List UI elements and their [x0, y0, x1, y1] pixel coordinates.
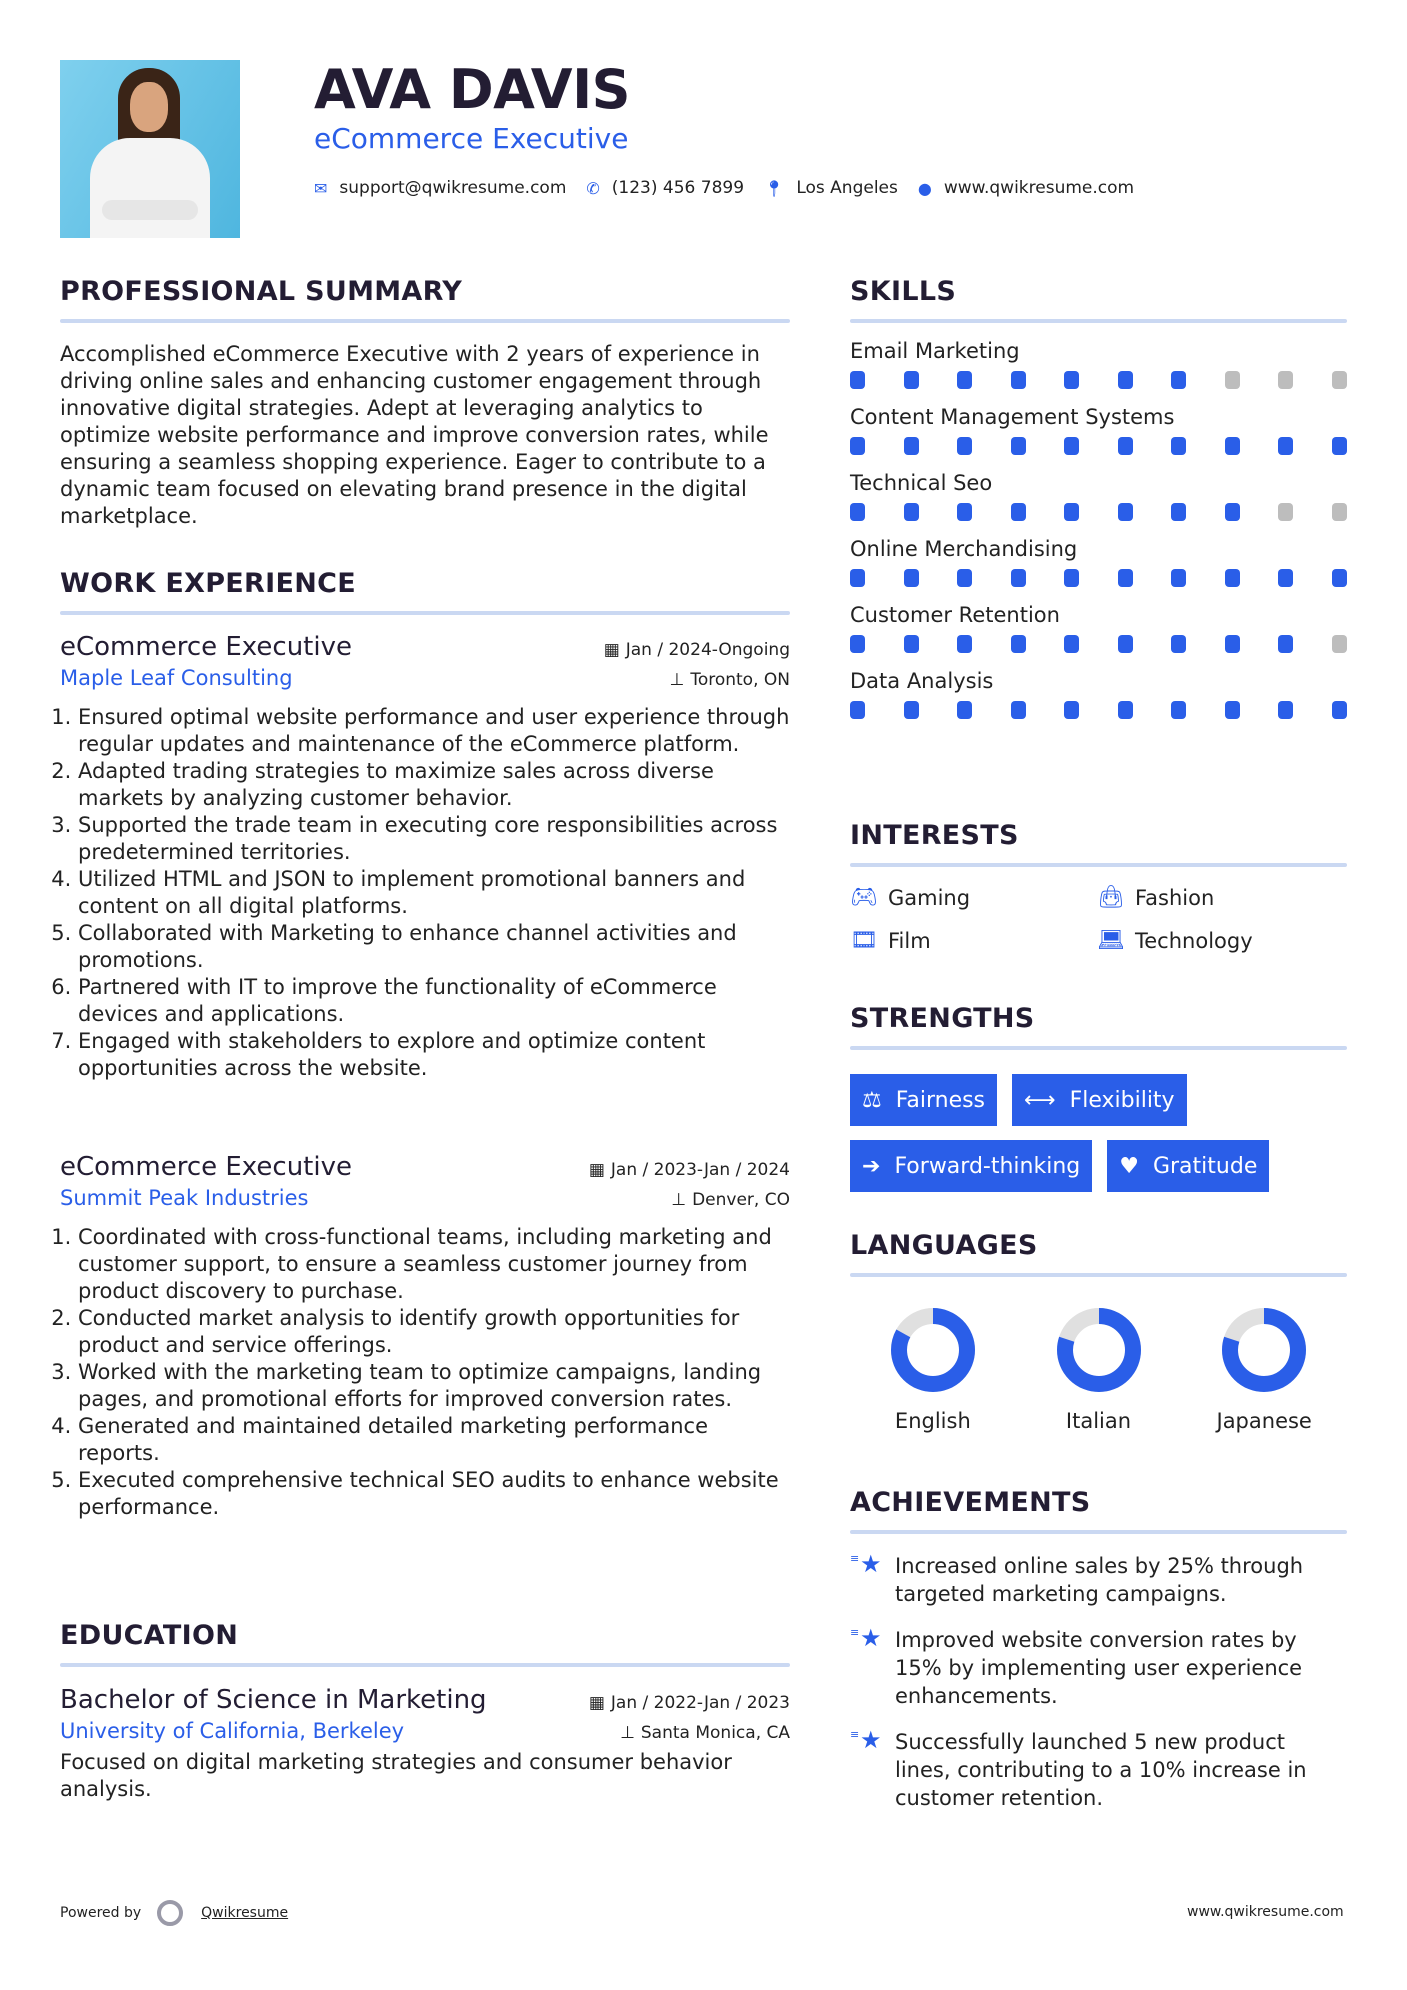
rating-dot	[1225, 437, 1240, 455]
section-divider	[850, 1273, 1347, 1277]
skill-rating	[850, 569, 1347, 587]
rating-dot	[957, 635, 972, 653]
contact-bar	[314, 178, 1154, 198]
skill-label: Customer Retention	[850, 603, 1060, 627]
calendar-icon: ▦	[588, 1693, 605, 1713]
footer-url[interactable]: www.qwikresume.com	[1187, 1904, 1344, 1920]
job-title: eCommerce Executive	[60, 1152, 352, 1182]
rating-dot	[1225, 569, 1240, 587]
bullet: 6. Partnered with IT to improve the functionality of eCommerce devices and applications.	[78, 974, 790, 1028]
achievement-item	[850, 1626, 1347, 1710]
gamepad-icon: 🎮︎	[850, 885, 878, 910]
company-name: Summit Peak Industries	[60, 1186, 309, 1210]
rating-dot	[1171, 503, 1186, 521]
interest-label: Gaming	[888, 885, 971, 910]
laptop-icon: 💻︎	[1097, 928, 1125, 953]
skill-item	[850, 601, 1347, 653]
rating-dot	[904, 371, 919, 389]
section-heading: INTERESTS	[850, 820, 1019, 851]
rating-dot	[1332, 371, 1347, 389]
section-heading: EDUCATION	[60, 1620, 239, 1651]
skill-item	[850, 535, 1347, 587]
language-donut	[888, 1305, 978, 1395]
section-divider	[60, 319, 790, 323]
skill-rating	[850, 371, 1347, 389]
rating-dot	[1171, 635, 1186, 653]
rating-dot	[1118, 437, 1133, 455]
section-heading: SKILLS	[850, 276, 957, 307]
pushpin-icon: ⊥	[620, 1723, 635, 1743]
arrows-horizontal-icon: ⟷	[1024, 1087, 1056, 1113]
language-item	[1181, 1305, 1347, 1433]
skill-item	[850, 403, 1347, 455]
rating-dot	[1332, 503, 1347, 521]
bullet: 7. Engaged with stakeholders to explore and optimize content opportunities across the website.	[78, 1028, 790, 1082]
strength-tag	[1012, 1074, 1187, 1126]
star-icon: ≡ ★	[850, 1550, 882, 1578]
rating-dot	[1011, 371, 1026, 389]
phone-icon: ✆	[586, 178, 600, 198]
summary-section	[60, 276, 790, 530]
contact-phone[interactable]: (123) 456 7899	[611, 178, 745, 198]
section-divider	[60, 1663, 790, 1667]
rating-dot	[904, 503, 919, 521]
interest-label: Film	[888, 928, 931, 953]
heart-icon: ♥	[1119, 1153, 1139, 1179]
rating-dot	[1118, 503, 1133, 521]
degree: Bachelor of Science in Marketing	[60, 1685, 487, 1715]
rating-dot	[1332, 437, 1347, 455]
rating-dot	[904, 569, 919, 587]
language-item	[1016, 1305, 1182, 1433]
education-description: Focused on digital marketing strategies and consumer behavior analysis.	[60, 1750, 732, 1801]
achievement-text: Successfully launched 5 new product lines, contributing to a 10% increase in customer retention.	[895, 1730, 1307, 1810]
qwikresume-logo-icon	[157, 1900, 183, 1926]
rating-dot	[1332, 701, 1347, 719]
section-divider	[850, 1530, 1347, 1534]
rating-dot	[1011, 437, 1026, 455]
section-divider	[850, 863, 1347, 867]
candidate-name: AVA DAVIS	[314, 58, 631, 121]
rating-dot	[1118, 635, 1133, 653]
skill-label: Data Analysis	[850, 669, 994, 693]
bullet: 4. Generated and maintained detailed marketing performance reports.	[78, 1413, 790, 1467]
interest-gaming	[850, 885, 1097, 910]
qwikresume-link[interactable]: Qwikresume	[201, 1905, 289, 1921]
rating-dot	[904, 701, 919, 719]
achievement-item	[850, 1728, 1347, 1812]
section-heading: WORK EXPERIENCE	[60, 568, 356, 599]
job-dates: Jan / 2024-Ongoing	[625, 640, 790, 660]
bullet: 2. Conducted market analysis to identify growth opportunities for product and service offerings.	[78, 1305, 790, 1359]
interests-section	[850, 820, 1347, 953]
rating-dot	[957, 371, 972, 389]
rating-dot	[1225, 503, 1240, 521]
rating-dot	[904, 437, 919, 455]
contact-email[interactable]: support@qwikresume.com	[339, 178, 567, 198]
rating-dot	[1332, 635, 1347, 653]
rating-dot	[850, 503, 865, 521]
bullet: 3. Supported the trade team in executing core responsibilities across predetermined territories.	[78, 812, 790, 866]
rating-dot	[850, 635, 865, 653]
language-label: Italian	[1065, 1409, 1132, 1433]
rating-dot	[1171, 437, 1186, 455]
rating-dot	[1118, 701, 1133, 719]
rating-dot	[1064, 569, 1079, 587]
skill-label: Email Marketing	[850, 339, 1020, 363]
rating-dot	[1118, 569, 1133, 587]
skill-label: Online Merchandising	[850, 537, 1078, 561]
strengths-section	[850, 1003, 1347, 1192]
section-heading: STRENGTHS	[850, 1003, 1035, 1034]
rating-dot	[1011, 569, 1026, 587]
star-icon: ≡ ★	[850, 1624, 882, 1652]
rating-dot	[1278, 371, 1293, 389]
company-name: Maple Leaf Consulting	[60, 666, 293, 690]
interest-film	[850, 928, 1097, 953]
job-location: Toronto, ON	[690, 670, 790, 690]
job-bullets	[60, 1224, 790, 1521]
bullet: 5. Collaborated with Marketing to enhance channel activities and promotions.	[78, 920, 790, 974]
envelope-icon: ✉	[314, 178, 328, 198]
profile-photo	[60, 60, 240, 238]
rating-dot	[957, 437, 972, 455]
rating-dot	[1064, 503, 1079, 521]
rating-dot	[1171, 371, 1186, 389]
language-donut	[1219, 1305, 1309, 1395]
job-entry	[60, 632, 790, 1082]
bullet: 1. Ensured optimal website performance and user experience through regular updates and maintenance of the eCommerce platform.	[78, 704, 790, 758]
skill-rating	[850, 437, 1347, 455]
section-heading: ACHIEVEMENTS	[850, 1487, 1091, 1518]
strength-label: Flexibility	[1069, 1087, 1175, 1113]
achievement-text: Improved website conversion rates by 15% by implementing user experience enhancements.	[895, 1628, 1303, 1708]
education-dates: Jan / 2022-Jan / 2023	[610, 1693, 790, 1713]
rating-dot	[850, 569, 865, 587]
calendar-icon: ▦	[603, 640, 620, 660]
rating-dot	[1171, 701, 1186, 719]
education-section	[60, 1620, 790, 1803]
bullet: 2. Adapted trading strategies to maximize sales across diverse markets by analyzing customer behavior.	[78, 758, 790, 812]
rating-dot	[1332, 569, 1347, 587]
rating-dot	[850, 701, 865, 719]
rating-dot	[1225, 371, 1240, 389]
rating-dot	[1064, 635, 1079, 653]
calendar-icon: ▦	[588, 1160, 605, 1180]
powered-by-label: Powered by	[60, 1905, 142, 1921]
rating-dot	[957, 503, 972, 521]
globe-icon: ●	[917, 178, 932, 198]
bullet: 3. Worked with the marketing team to optimize campaigns, landing pages, and promotional efforts for improved conversion rates.	[78, 1359, 790, 1413]
interest-technology	[1097, 928, 1347, 953]
rating-dot	[904, 635, 919, 653]
footer-powered-by	[60, 1900, 288, 1926]
rating-dot	[1064, 701, 1079, 719]
language-label: English	[894, 1409, 971, 1433]
job-location: Denver, CO	[692, 1190, 790, 1210]
pushpin-icon: ⊥	[669, 670, 685, 690]
strength-label: Forward-thinking	[894, 1153, 1081, 1179]
section-divider	[850, 319, 1347, 323]
job-entry	[60, 1152, 790, 1521]
rating-dot	[1278, 701, 1293, 719]
skill-label: Technical Seo	[850, 471, 993, 495]
rating-dot	[1278, 569, 1293, 587]
balance-scale-icon: ⚖	[862, 1087, 882, 1113]
strength-tag	[850, 1140, 1092, 1192]
bullet: 5. Executed comprehensive technical SEO audits to enhance website performance.	[78, 1467, 790, 1521]
experience-section	[60, 568, 790, 615]
skill-rating	[850, 701, 1347, 719]
rating-dot	[1278, 437, 1293, 455]
rating-dot	[1011, 701, 1026, 719]
summary-text: Accomplished eCommerce Executive with 2 years of experience in driving online sales and enhancing customer engagement through innovative digital strategies. Adept at leveraging analytics to optimize website performance and improve conversion rates, while ensuring a seamless shopping experience. Eager to contribute to a dynamic team focused on elevating brand presence in the digital marketplace.	[60, 342, 769, 528]
contact-website[interactable]: www.qwikresume.com	[943, 178, 1135, 198]
rating-dot	[1118, 371, 1133, 389]
rating-dot	[1064, 437, 1079, 455]
skill-item	[850, 667, 1347, 719]
rating-dot	[850, 371, 865, 389]
rating-dot	[1064, 371, 1079, 389]
rating-dot	[1278, 503, 1293, 521]
skills-section	[850, 276, 1347, 719]
interest-label: Fashion	[1135, 885, 1215, 910]
interest-label: Technology	[1135, 928, 1253, 953]
rating-dot	[1011, 635, 1026, 653]
section-heading: LANGUAGES	[850, 1230, 1038, 1261]
rating-dot	[850, 437, 865, 455]
star-icon: ≡ ★	[850, 1726, 882, 1754]
language-label: Japanese	[1216, 1409, 1312, 1433]
skill-item	[850, 469, 1347, 521]
rating-dot	[1225, 635, 1240, 653]
section-divider	[850, 1046, 1347, 1050]
section-heading: PROFESSIONAL SUMMARY	[60, 276, 463, 307]
school-name: University of California, Berkeley	[60, 1719, 405, 1743]
achievement-text: Increased online sales by 25% through targeted marketing campaigns.	[895, 1554, 1304, 1606]
strength-tag	[850, 1074, 997, 1126]
rating-dot	[957, 701, 972, 719]
interest-fashion	[1097, 885, 1347, 910]
strength-tag	[1107, 1140, 1269, 1192]
skill-item	[850, 337, 1347, 389]
achievement-item	[850, 1552, 1347, 1608]
skill-label: Content Management Systems	[850, 405, 1175, 429]
achievements-section	[850, 1487, 1347, 1812]
strength-label: Fairness	[895, 1087, 986, 1113]
languages-section	[850, 1230, 1347, 1433]
job-bullets	[60, 704, 790, 1082]
language-donut	[1054, 1305, 1144, 1395]
language-item	[850, 1305, 1016, 1433]
bullet: 1. Coordinated with cross-functional teams, including marketing and customer support, to ensure a seamless customer journey from product discovery to purchase.	[78, 1224, 790, 1305]
section-divider	[60, 611, 790, 615]
rating-dot	[1278, 635, 1293, 653]
rating-dot	[957, 569, 972, 587]
skill-rating	[850, 635, 1347, 653]
pushpin-icon: ⊥	[671, 1190, 687, 1210]
rating-dot	[1171, 569, 1186, 587]
candidate-title: eCommerce Executive	[314, 122, 629, 155]
shopping-bag-icon: 👜︎	[1097, 885, 1125, 910]
film-icon: 🎞︎	[850, 928, 878, 953]
arrow-right-icon: ➔	[862, 1153, 881, 1179]
rating-dot	[1011, 503, 1026, 521]
rating-dot	[1225, 701, 1240, 719]
map-marker-icon: 📍︎	[764, 178, 785, 198]
contact-location: Los Angeles	[796, 178, 898, 198]
bullet: 4. Utilized HTML and JSON to implement promotional banners and content on all digital platforms.	[78, 866, 790, 920]
job-dates: Jan / 2023-Jan / 2024	[610, 1160, 790, 1180]
education-location: Santa Monica, CA	[640, 1723, 790, 1743]
skill-rating	[850, 503, 1347, 521]
strength-label: Gratitude	[1152, 1153, 1258, 1179]
job-title: eCommerce Executive	[60, 632, 352, 662]
